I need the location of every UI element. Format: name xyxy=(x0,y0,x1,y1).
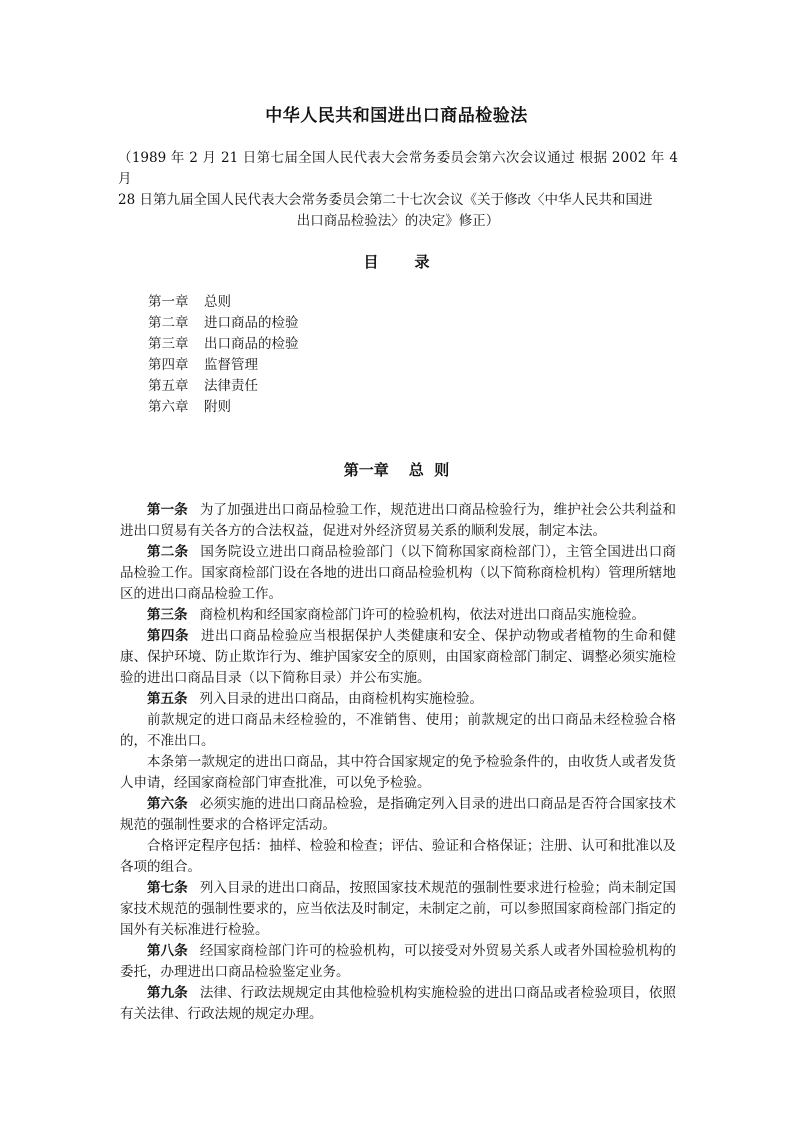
toc-item-number: 第二章 xyxy=(148,315,189,331)
paragraph-text: 列入目录的进出口商品，由商检机构实施检验。 xyxy=(199,691,483,707)
toc-item xyxy=(148,334,548,355)
toc-item xyxy=(148,397,548,418)
chapter-number: 第一章 xyxy=(343,461,389,479)
toc-item-number: 第六章 xyxy=(148,399,189,415)
document-body xyxy=(120,500,676,1025)
toc-item xyxy=(148,313,548,334)
paragraph xyxy=(120,983,676,1025)
article-number: 第七条 xyxy=(147,880,188,896)
toc-item-number: 第三章 xyxy=(148,336,189,352)
paragraph-text: 经国家商检部门许可的检验机构，可以接受对外贸易关系人或者外国检验机构的委托，办理进出口商品检验鉴定业务。 xyxy=(120,943,677,980)
paragraph xyxy=(120,752,676,794)
toc-item-title: 出口商品的检验 xyxy=(204,336,299,352)
article-number: 第六条 xyxy=(147,796,188,812)
article-number: 第八条 xyxy=(147,943,188,959)
subtitle-line: 28 日第九届全国人民代表大会常务委员会第二十七次会议《关于修改〈中华人民共和国进 xyxy=(118,192,653,208)
toc-item-number: 第五章 xyxy=(148,378,189,394)
paragraph xyxy=(120,878,676,941)
subtitle-line: （1989 年 2 月 21 日第七届全国人民代表大会常务委员会第六次会议通过 根据 2002 年 4 月 xyxy=(118,150,678,187)
table-of-contents xyxy=(148,292,548,418)
paragraph-text: 前款规定的进口商品未经检验的，不准销售、使用；前款规定的出口商品未经检验合格的，不准出口。 xyxy=(120,712,676,749)
toc-item-title: 总则 xyxy=(204,294,231,310)
toc-item-number: 第四章 xyxy=(148,357,189,373)
paragraph-text: 必须实施的进出口商品检验，是指确定列入目录的进出口商品是否符合国家技术规范的强制性要求的合格评定活动。 xyxy=(120,796,677,833)
article-number: 第二条 xyxy=(147,544,189,560)
paragraph xyxy=(120,794,676,836)
toc-heading: 目录 xyxy=(363,253,466,271)
toc-item-title: 进口商品的检验 xyxy=(204,315,299,331)
paragraph-text: 为了加强进出口商品检验工作，规范进出口商品检验行为，维护社会公共利益和进出口贸易有关各方的合法权益，促进对外经济贸易关系的顺利发展，制定本法。 xyxy=(120,502,677,539)
paragraph xyxy=(120,689,676,710)
chapter-heading xyxy=(0,459,793,480)
toc-item xyxy=(148,355,548,376)
toc-item-number: 第一章 xyxy=(148,294,189,310)
toc-item xyxy=(148,292,548,313)
document-subtitle xyxy=(118,148,678,232)
subtitle-line: 出口商品检验法〉的决定》修正） xyxy=(296,213,500,229)
paragraph xyxy=(120,626,676,689)
paragraph-text: 法律、行政法规规定由其他检验机构实施检验的进出口商品或者检验项目，依照有关法律、行政法规的规定办理。 xyxy=(120,985,677,1022)
toc-item-title: 法律责任 xyxy=(204,378,258,394)
document-title: 中华人民共和国进出口商品检验法 xyxy=(265,106,528,126)
toc-item-title: 附则 xyxy=(204,399,231,415)
paragraph xyxy=(120,542,676,605)
article-number: 第三条 xyxy=(147,607,188,623)
paragraph xyxy=(120,710,676,752)
paragraph xyxy=(120,836,676,878)
paragraph-text: 商检机构和经国家商检部门许可的检验机构，依法对进出口商品实施检验。 xyxy=(199,607,645,623)
article-number: 第九条 xyxy=(147,985,188,1001)
paragraph-text: 本条第一款规定的进出口商品，其中符合国家规定的免予检验条件的，由收货人或者发货人申请，经国家商检部门审查批准，可以免予检验。 xyxy=(120,754,676,791)
paragraph xyxy=(120,605,676,626)
paragraph-text: 国务院设立进出口商品检验部门（以下简称国家商检部门），主管全国进出口商品检验工作。国家商检部门设在各地的进出口商品检验机构（以下简称商检机构）管理所辖地区的进出口商品检验工作。 xyxy=(120,544,677,602)
article-number: 第一条 xyxy=(147,502,188,518)
article-number: 第五条 xyxy=(147,691,188,707)
paragraph-text: 列入目录的进出口商品，按照国家技术规范的强制性要求进行检验；尚未制定国家技术规范的强制性要求的，应当依法及时制定，未制定之前，可以参照国家商检部门指定的国外有关标准进行检验。 xyxy=(120,880,677,938)
toc-item-title: 监督管理 xyxy=(204,357,258,373)
toc-item xyxy=(148,376,548,397)
paragraph xyxy=(120,500,676,542)
paragraph xyxy=(120,941,676,983)
chapter-title: 总 则 xyxy=(408,461,450,479)
paragraph-text: 合格评定程序包括：抽样、检验和检查；评估、验证和合格保证；注册、认可和批准以及各项的组合。 xyxy=(120,838,676,875)
article-number: 第四条 xyxy=(147,628,189,644)
paragraph-text: 进出口商品检验应当根据保护人类健康和安全、保护动物或者植物的生命和健康、保护环境、防止欺诈行为、维护国家安全的原则，由国家商检部门制定、调整必须实施检验的进出口商品目录（以下简称目录）并公布实施。 xyxy=(120,628,677,686)
